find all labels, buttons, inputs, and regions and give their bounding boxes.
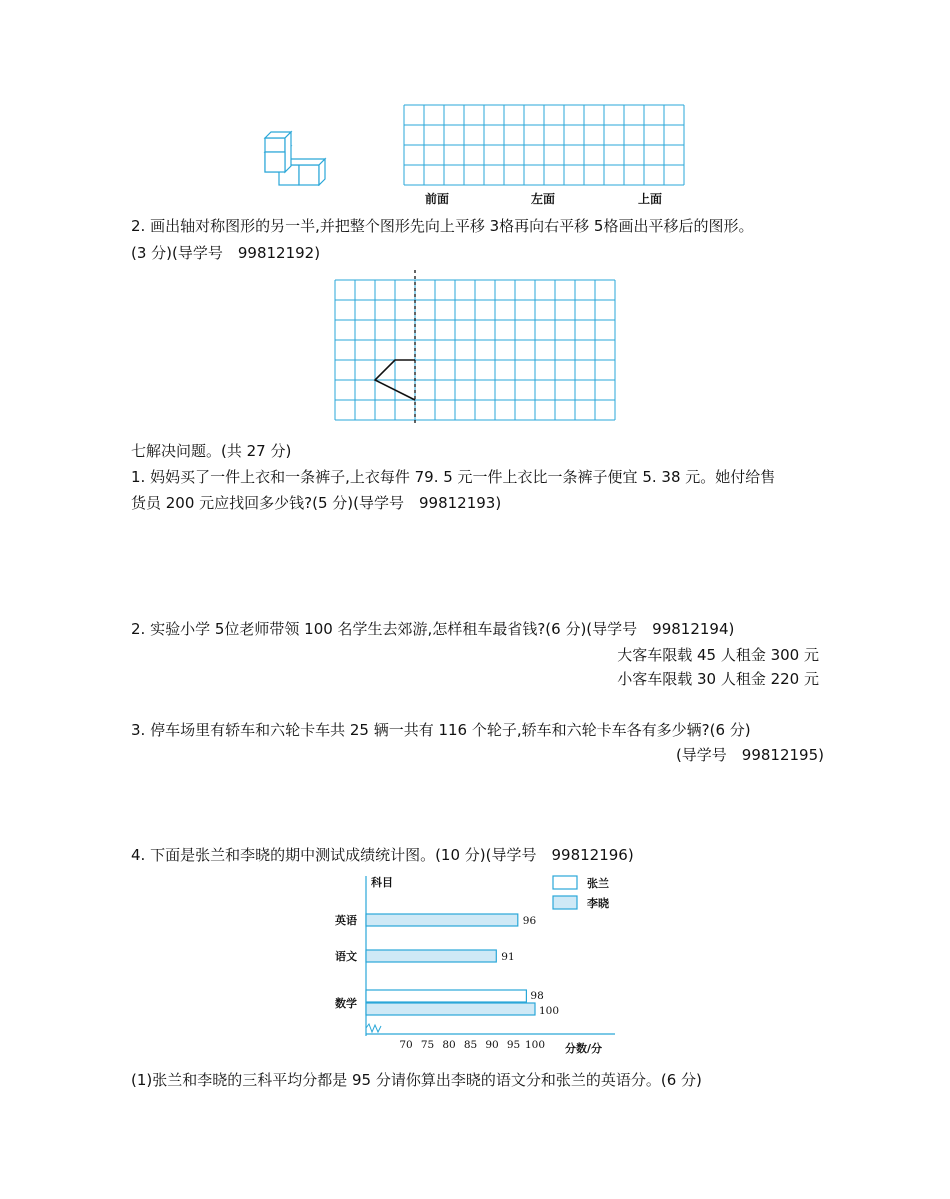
- legend-label: 张兰: [587, 877, 609, 890]
- bar-lixiao: [366, 914, 518, 926]
- p2-info1: 大客车限载 45 人租金 300 元: [617, 646, 819, 664]
- view-label-top: 上面: [638, 192, 663, 206]
- x-tick-label: 90: [485, 1039, 499, 1051]
- section7-title: 七解决问题。(共 27 分): [131, 442, 292, 460]
- q2-line1: 2. 画出轴对称图形的另一半,并把整个图形先向上平移 3格再向右平移 5格画出平移后的图形。: [131, 217, 754, 235]
- bar-value-label: 100: [539, 1005, 560, 1017]
- bar-value-label: 91: [501, 951, 515, 963]
- symmetry-grid[interactable]: [333, 268, 619, 428]
- bar-lixiao: [366, 950, 496, 962]
- bar-value-label: 96: [522, 915, 537, 927]
- p4-line1: 4. 下面是张兰和李晓的期中测试成绩统计图。(10 分)(导学号 99812196): [131, 846, 634, 864]
- p1-line1: 1. 妈妈买了一件上衣和一条裤子,上衣每件 79. 5 元一件上衣比一条裤子便宜 5. 38 元。她付给售: [131, 468, 776, 486]
- x-tick-label: 70: [399, 1039, 413, 1051]
- p2-line1: 2. 实验小学 5位老师带领 100 名学生去郊游,怎样租车最省钱?(6 分)(导学号 99812194): [131, 620, 735, 638]
- x-tick-label: 80: [442, 1039, 456, 1051]
- p4-sub1: (1)张兰和李晓的三科平均分都是 95 分请你算出李晓的语文分和张兰的英语分。(6 分): [131, 1071, 702, 1089]
- category-label: 语文: [335, 950, 357, 963]
- x-tick-label: 85: [463, 1039, 478, 1051]
- legend-swatch: [553, 876, 577, 889]
- bar-lixiao: [366, 1003, 535, 1015]
- legend-label: 李晓: [587, 897, 609, 910]
- q2-line2: (3 分)(导学号 99812192): [131, 244, 321, 262]
- x-tick-label: 100: [524, 1039, 546, 1051]
- view-label-front: 前面: [425, 192, 450, 206]
- x-tick-label: 95: [506, 1039, 521, 1051]
- x-tick-label: 75: [420, 1039, 435, 1051]
- bar-value-label: 98: [530, 990, 544, 1002]
- cube-figure: [262, 128, 332, 186]
- p1-line2: 货员 200 元应找回多少钱?(5 分)(导学号 99812193): [131, 494, 502, 512]
- p3-line1: 3. 停车场里有轿车和六轮卡车共 25 辆一共有 116 个轮子,轿车和六轮卡车各有多少辆?(6 分): [131, 721, 751, 739]
- y-axis-label: 科目: [371, 876, 393, 889]
- score-bar-chart: [325, 868, 645, 1058]
- legend-swatch: [553, 896, 577, 909]
- view-label-left: 左面: [531, 192, 556, 206]
- category-label: 数学: [335, 997, 357, 1010]
- category-label: 英语: [335, 914, 357, 927]
- x-axis-label: 分数/分: [565, 1042, 603, 1055]
- bar-zhanglan: [366, 990, 526, 1002]
- p2-info2: 小客车限载 30 人租金 220 元: [617, 670, 819, 688]
- view-grid[interactable]: [402, 103, 686, 187]
- p3-line2: (导学号 99812195): [675, 746, 824, 764]
